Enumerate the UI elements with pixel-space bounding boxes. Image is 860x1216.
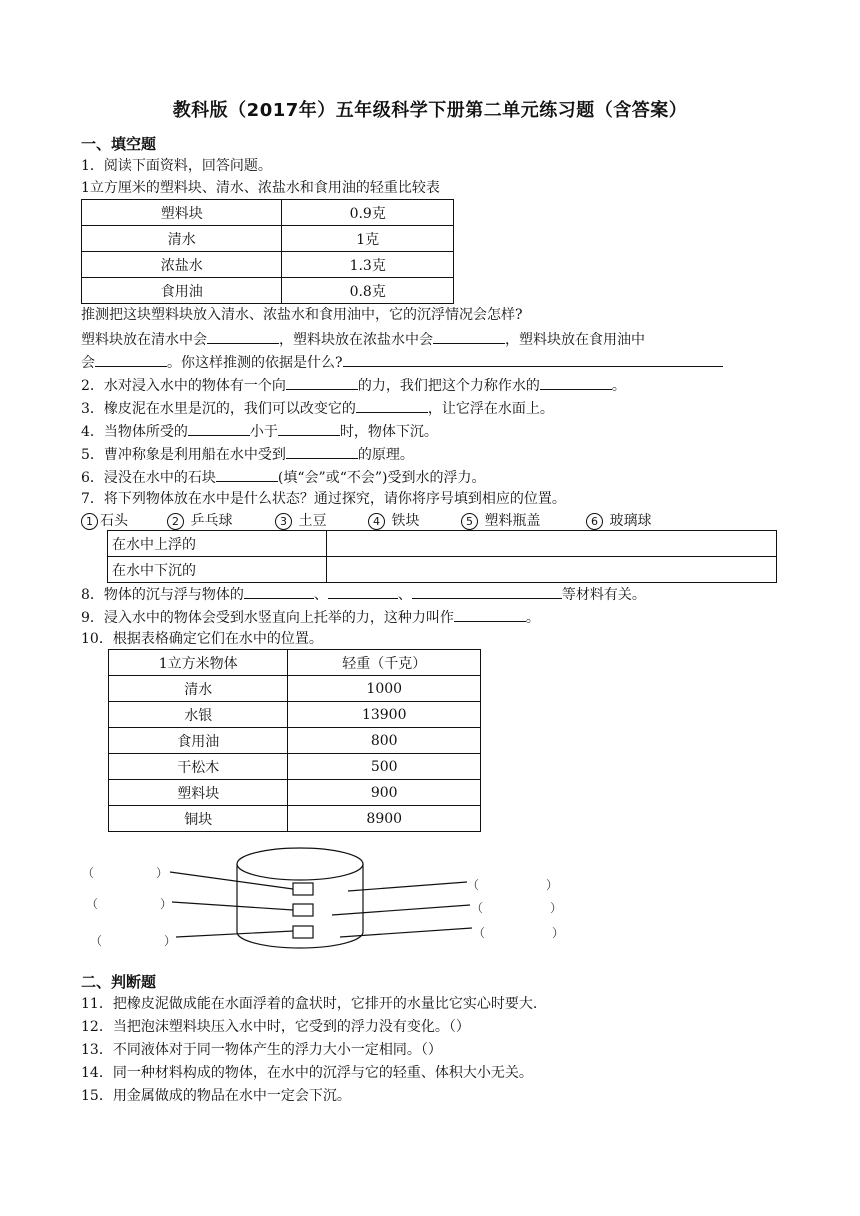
table-cell: 在水中下沉的 bbox=[108, 557, 327, 583]
question-9: 9．浸入水中的物体会受到水竖直向上托举的力，这种力叫作 。 bbox=[81, 607, 540, 627]
answer-blank[interactable] bbox=[356, 398, 428, 413]
question-4: 4．当物体所受的 小于 时，物体下沉。 bbox=[81, 421, 438, 441]
table-header-row bbox=[109, 650, 481, 676]
answer-paren-open: （ bbox=[467, 878, 480, 892]
circled-number: 3 bbox=[275, 513, 292, 530]
cylinder-bottom bbox=[237, 932, 363, 948]
circled-number: 6 bbox=[586, 513, 603, 530]
answer-blank[interactable] bbox=[433, 329, 505, 344]
pointer-line bbox=[348, 882, 467, 891]
question-15: 15．用金属做成的物品在水中一定会下沉。 bbox=[81, 1088, 351, 1104]
option-item: 1 石头 bbox=[81, 510, 128, 530]
answer-paren-open: （ bbox=[473, 926, 486, 940]
table-cell: 清水 bbox=[82, 226, 282, 252]
answer-paren-open: （ bbox=[471, 901, 484, 915]
table-cell: 铜块 bbox=[109, 806, 288, 832]
answer-blank[interactable] bbox=[454, 607, 526, 622]
answer-paren-close: ） bbox=[160, 897, 173, 911]
question-13: 13．不同液体对于同一物体产生的浮力大小一定相同。（） bbox=[81, 1042, 442, 1058]
section-fill-in-heading: 一、填空题 bbox=[81, 135, 157, 153]
answer-box-top[interactable] bbox=[293, 883, 313, 895]
answer-blank[interactable] bbox=[216, 467, 278, 482]
question-14: 14．同一种材料构成的物体，在水中的沉浮与它的轻重、体积大小无关。 bbox=[81, 1065, 533, 1081]
pointer-line bbox=[332, 905, 470, 915]
table-cell: 塑料块 bbox=[109, 780, 288, 806]
answer-cell[interactable] bbox=[326, 531, 776, 557]
table-caption: 1立方厘米的塑料块、清水、浓盐水和食用油的轻重比较表 bbox=[81, 180, 440, 196]
answer-blank[interactable] bbox=[188, 421, 250, 436]
answer-blank[interactable] bbox=[412, 584, 562, 599]
answer-paren-close: ） bbox=[546, 878, 559, 892]
question-6: 6．浸没在水中的石块 (填“会”或“不会”)受到水的浮力。 bbox=[81, 467, 485, 487]
table-cell: 1克 bbox=[282, 226, 454, 252]
answer-blank[interactable] bbox=[540, 375, 612, 390]
table-row bbox=[108, 531, 777, 557]
table-cell: 0.9克 bbox=[282, 200, 454, 226]
question-10: 10．根据表格确定它们在水中的位置。 bbox=[81, 631, 323, 647]
pointer-line bbox=[176, 931, 293, 937]
answer-paren-open: （ bbox=[90, 934, 103, 948]
section-true-false-heading: 二、判断题 bbox=[81, 973, 157, 991]
table-row bbox=[109, 806, 481, 832]
answer-paren-close: ） bbox=[550, 901, 563, 915]
question-1 bbox=[81, 157, 272, 175]
table-cell: 水银 bbox=[109, 702, 288, 728]
pointer-line bbox=[340, 928, 472, 937]
answer-paren-close: ） bbox=[164, 934, 177, 948]
option-item: 2 乒乓球 bbox=[167, 510, 232, 530]
circled-number: 5 bbox=[461, 513, 478, 530]
answer-blank[interactable] bbox=[343, 352, 723, 367]
table-row bbox=[82, 200, 454, 226]
pointer-line bbox=[170, 872, 293, 889]
question-8: 8．物体的沉与浮与物体的 、 、 等材料有关。 bbox=[81, 584, 646, 604]
table-cell: 清水 bbox=[109, 676, 288, 702]
table-cell: 1.3克 bbox=[282, 252, 454, 278]
question-text: 阅读下面资料，回答问题。 bbox=[103, 158, 272, 174]
table-cell: 800 bbox=[288, 728, 481, 754]
table-cell: 500 bbox=[288, 754, 481, 780]
table-row bbox=[82, 252, 454, 278]
answer-paren-close: ） bbox=[552, 926, 565, 940]
question-12: 12．当把泡沫塑料块压入水中时，它受到的浮力没有变化。（） bbox=[81, 1019, 470, 1035]
cylinder-diagram bbox=[70, 842, 590, 962]
pointer-line bbox=[172, 902, 293, 910]
question-7: 7．将下列物体放在水中是什么状态？通过探究，请你将序号填到相应的位置。 bbox=[81, 491, 566, 507]
table-cell: 在水中上浮的 bbox=[108, 531, 327, 557]
table-row bbox=[109, 728, 481, 754]
table-row bbox=[108, 557, 777, 583]
object-options bbox=[81, 510, 781, 528]
table-cell: 8900 bbox=[288, 806, 481, 832]
table-row bbox=[109, 780, 481, 806]
table-cell: 900 bbox=[288, 780, 481, 806]
page-title: 教科版（2017年）五年级科学下册第二单元练习题（含答案） bbox=[172, 100, 688, 121]
table-row bbox=[82, 226, 454, 252]
question-1-answer-line-1: 塑料块放在清水中会 ，塑料块放在浓盐水中会 ，塑料块放在食用油中 bbox=[81, 329, 645, 349]
answer-blank[interactable] bbox=[95, 352, 167, 367]
table-cell: 13900 bbox=[288, 702, 481, 728]
option-item: 3 土豆 bbox=[275, 510, 326, 530]
table-cell: 0.8克 bbox=[282, 278, 454, 304]
float-sink-table bbox=[107, 530, 777, 583]
table-cell: 1000 bbox=[288, 676, 481, 702]
table-row bbox=[109, 676, 481, 702]
answer-blank[interactable] bbox=[286, 444, 358, 459]
density-table-1 bbox=[81, 199, 454, 304]
table-row bbox=[109, 702, 481, 728]
answer-box-middle[interactable] bbox=[293, 904, 313, 916]
answer-box-bottom[interactable] bbox=[293, 926, 313, 938]
answer-blank[interactable] bbox=[286, 375, 358, 390]
circled-number: 2 bbox=[167, 513, 184, 530]
answer-blank[interactable] bbox=[244, 584, 314, 599]
answer-blank[interactable] bbox=[207, 329, 279, 344]
question-number: 1． bbox=[81, 158, 104, 174]
option-item: 4 铁块 bbox=[368, 510, 419, 530]
table-row bbox=[82, 278, 454, 304]
answer-paren-open: （ bbox=[86, 897, 99, 911]
option-item: 6 玻璃球 bbox=[586, 510, 651, 530]
table-cell: 干松木 bbox=[109, 754, 288, 780]
answer-blank[interactable] bbox=[328, 584, 398, 599]
answer-cell[interactable] bbox=[326, 557, 776, 583]
option-item: 5 塑料瓶盖 bbox=[461, 510, 540, 530]
answer-paren-open: （ bbox=[82, 866, 95, 880]
question-1-answer-line-2: 会 。你这样推测的依据是什么? bbox=[81, 352, 723, 372]
question-2: 2．水对浸入水中的物体有一个向 的力，我们把这个力称作水的 。 bbox=[81, 375, 626, 395]
table-cell: 食用油 bbox=[82, 278, 282, 304]
question-11: 11．把橡皮泥做成能在水面浮着的盒状时，它排开的水量比它实心时要大. bbox=[81, 996, 538, 1012]
question-5: 5．曹冲称象是利用船在水中受到 的原理。 bbox=[81, 444, 414, 464]
density-table-2 bbox=[108, 649, 481, 832]
circled-number: 4 bbox=[368, 513, 385, 530]
circled-number: 1 bbox=[81, 513, 98, 530]
answer-blank[interactable] bbox=[278, 421, 340, 436]
column-header: 轻重（千克） bbox=[288, 650, 481, 676]
table-cell: 浓盐水 bbox=[82, 252, 282, 278]
table-cell: 塑料块 bbox=[82, 200, 282, 226]
question-3: 3．橡皮泥在水里是沉的，我们可以改变它的 ，让它浮在水面上。 bbox=[81, 398, 554, 418]
answer-paren-close: ） bbox=[156, 866, 169, 880]
column-header: 1立方米物体 bbox=[109, 650, 288, 676]
cylinder-top bbox=[237, 848, 363, 880]
table-cell: 食用油 bbox=[109, 728, 288, 754]
question-1-prompt: 推测把这块塑料块放入清水、浓盐水和食用油中，它的沉浮情况会怎样? bbox=[81, 307, 523, 323]
table-row bbox=[109, 754, 481, 780]
